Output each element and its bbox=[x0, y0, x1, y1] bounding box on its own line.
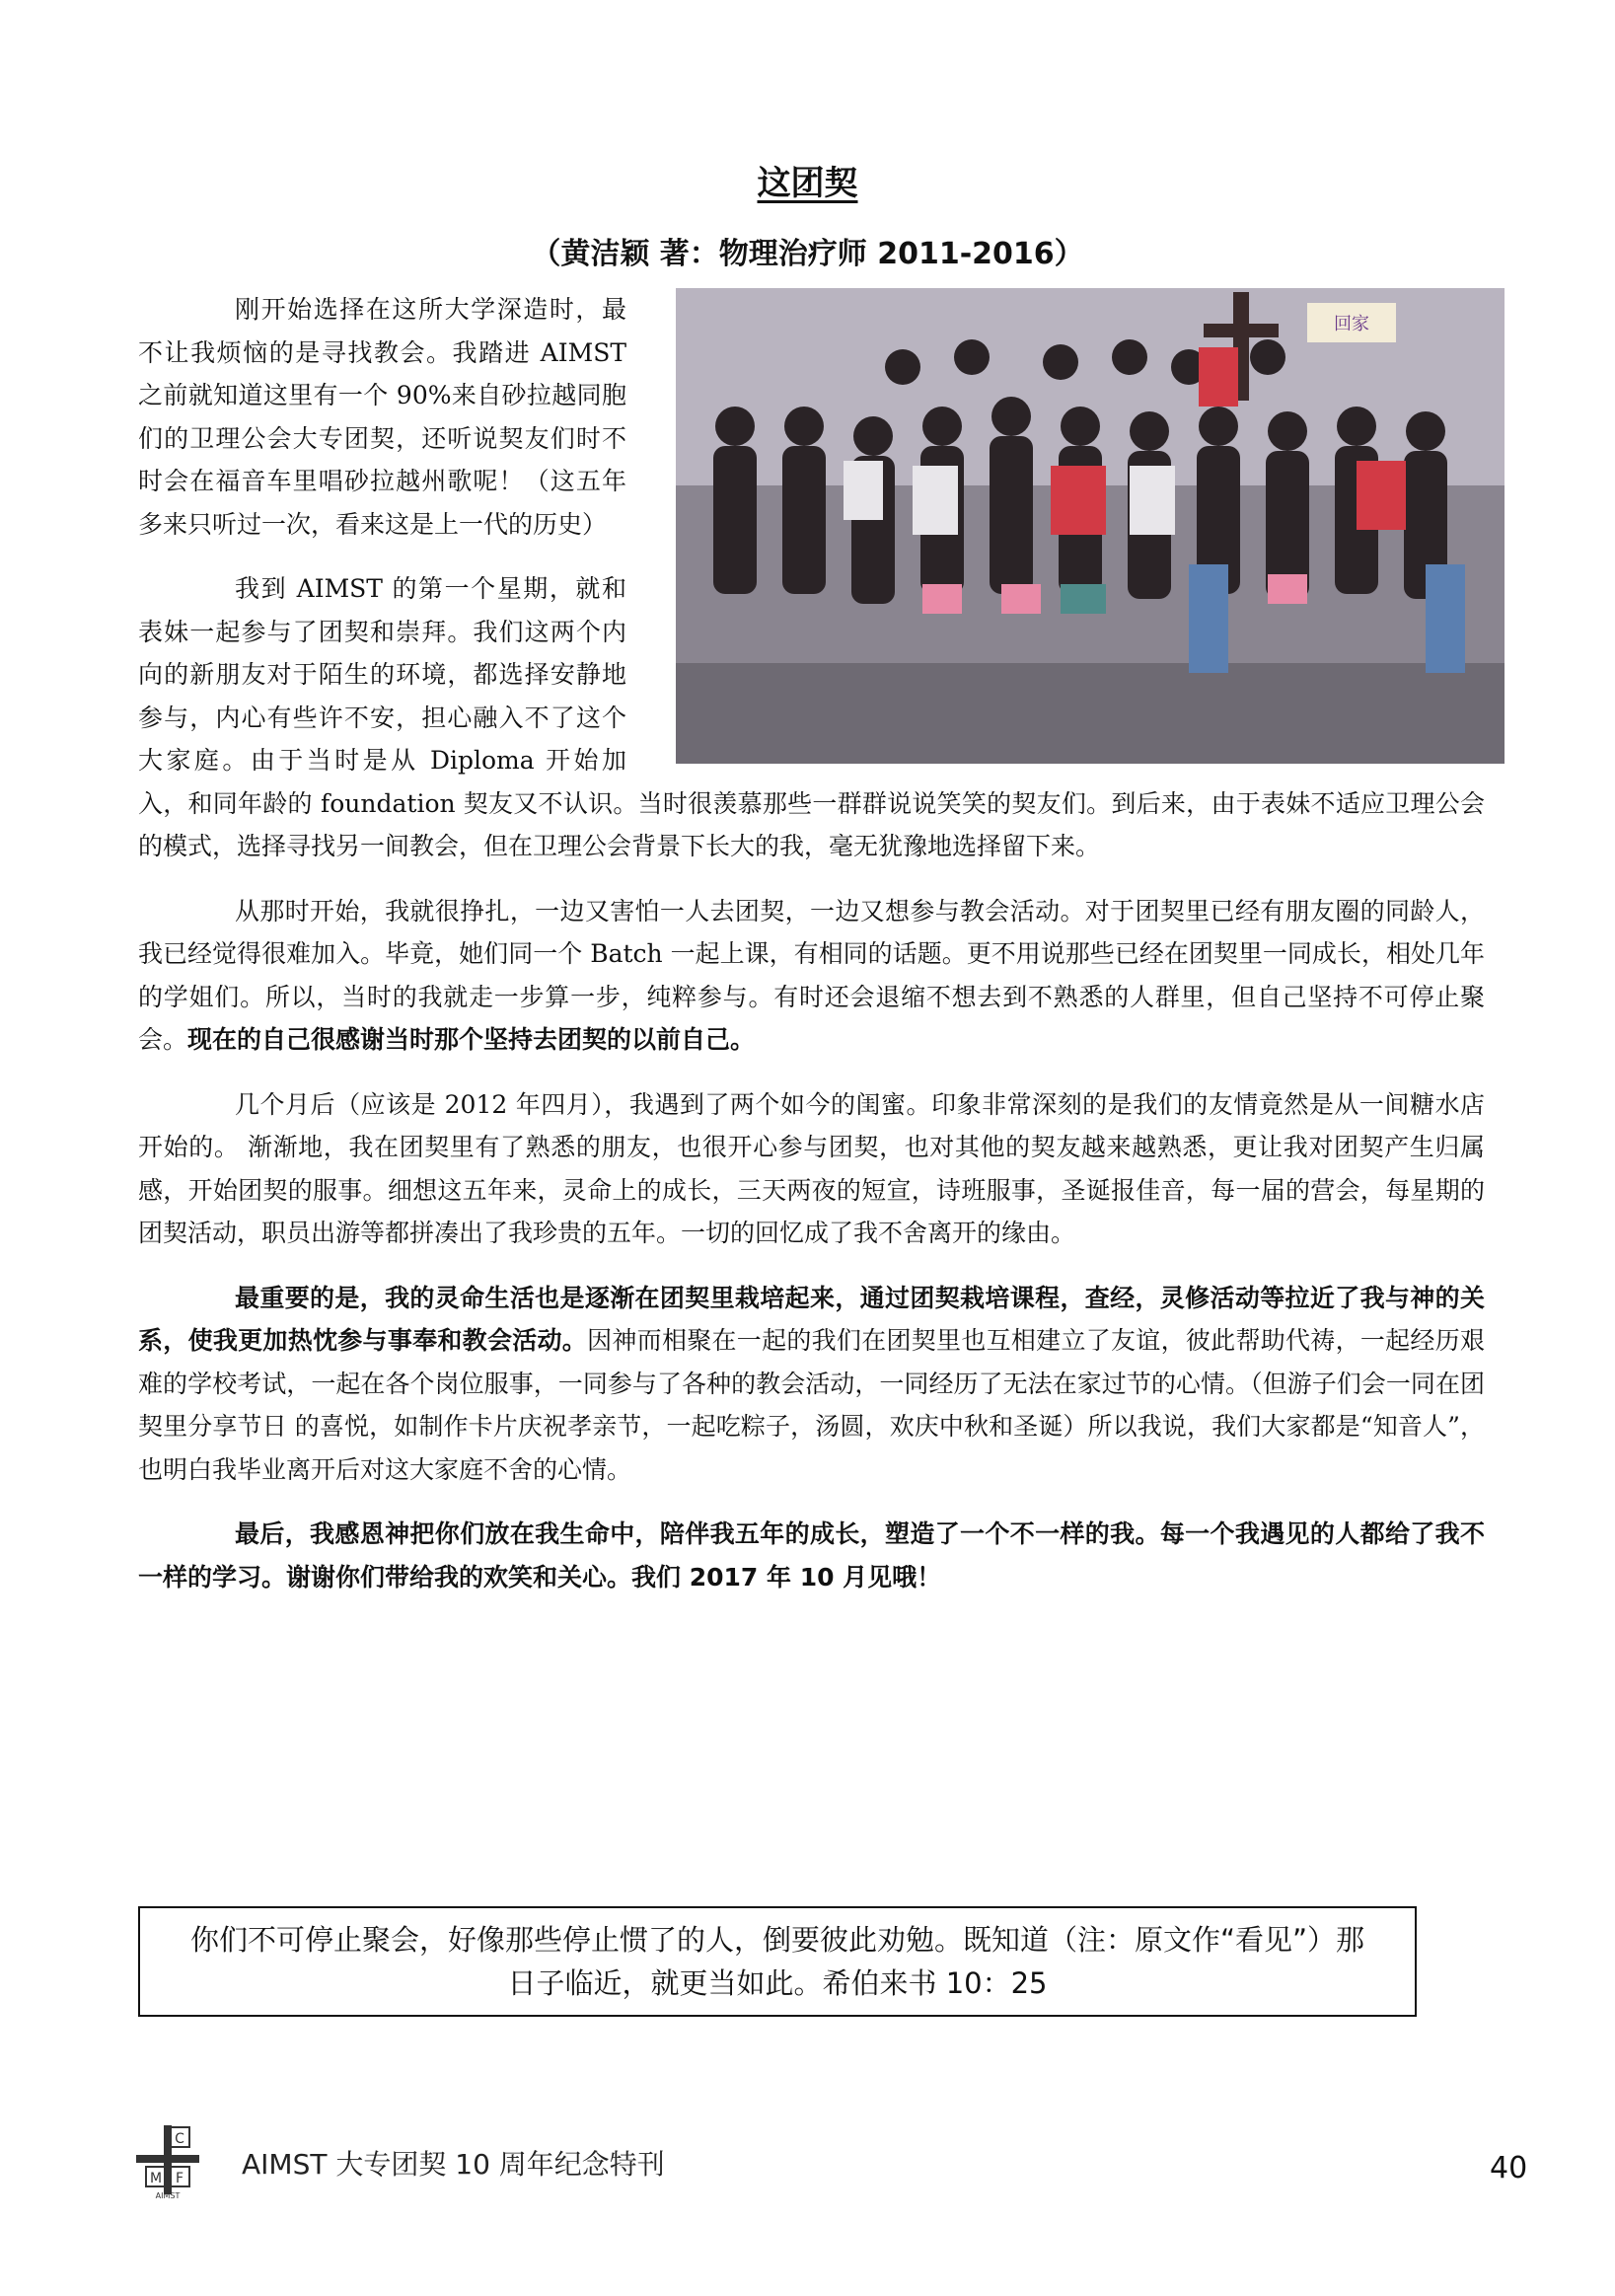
bible-verse: 你们不可停止聚会，好像那些停止惯了的人，倒要彼此劝勉。既知道（注：原文作“看见”）那日子临近，就更当如此。希伯来书 10：25 bbox=[189, 1923, 1365, 2000]
bible-verse-box bbox=[138, 1906, 1417, 2017]
paragraph-3-bold: 现在的自己很感谢当时那个坚持去团契的以前自己。 bbox=[187, 1025, 756, 1054]
publication-name: AIMST 大专团契 10 周年纪念特刊 bbox=[242, 2148, 665, 2181]
paragraph-5-bold: 最重要的是，我的灵命生活也是逐渐在团契里栽培起来，通过团契栽培课程，查经，灵修活动等拉近了我与神的关系，使我更加热忱参与事奉和教会活动。 bbox=[138, 1283, 1485, 1355]
article-byline: （黄洁颖 著：物理治疗师 2011-2016） bbox=[531, 237, 1084, 271]
paragraph-5-text: 因神而相聚在一起的我们在团契里也互相建立了友谊，彼此帮助代祷，一起经历艰难的学校考试，一起在各个岗位服事，一同参与了各种的教会活动，一同经历了无法在家过节的心情。（但游子们会一同在团契里分享节日 的喜悦，如制作卡片庆祝孝亲节，一起吃粽子，汤圆，欢庆中秋和圣诞）所以我说，我们大家都是“知音人”，也明白我毕业离开后对这大家庭不舍的心情。 bbox=[138, 1326, 1485, 1484]
paragraph-6: 最后，我感恩神把你们放在我生命中，陪伴我五年的成长，塑造了一个不一样的我。每一个我遇见的人都给了我不一样的学习。谢谢你们带给我的欢笑和关心。我们 2017 年 10 月见哦！ bbox=[138, 1519, 1485, 1592]
paragraph-5 bbox=[138, 1277, 1485, 1492]
svg-text:AIMST: AIMST bbox=[155, 2191, 181, 2200]
article-title: 这团契 bbox=[757, 164, 858, 203]
paragraph-2: 我到 AIMST 的第一个星期，就和表妹一起参与了团契和崇拜。我们这两个内向的新朋友对于陌生的环境，都选择安静地参与，内心有些许不安，担心融入不了这个大家庭。由于当时是从 Diploma 开始加入，和同年龄的 foundation 契友又不认识。当时很羡慕那些一群群说说笑笑的契友们。到后来，由于表妹不适应卫理公会的模式，选择寻找另一间教会，但在卫理公会背景下长大的我，毫无犹豫地选择留下来。 bbox=[138, 574, 1485, 860]
paragraph-3 bbox=[138, 890, 1485, 1062]
paragraph-1: 刚开始选择在这所大学深造时，最不让我烦恼的是寻找教会。我踏进 AIMST 之前就知道这里有一个 90%来自砂拉越同胞们的卫理公会大专团契，还听说契友们时不时会在福音车里唱砂拉越州歌呢！（这五年多来只听过一次，看来这是上一代的历史） bbox=[138, 295, 626, 539]
article-body bbox=[138, 288, 1485, 1598]
fellowship-logo bbox=[128, 2121, 207, 2200]
svg-text:回家: 回家 bbox=[1334, 314, 1369, 334]
paragraph-4: 几个月后（应该是 2012 年四月），我遇到了两个如今的闺蜜。印象非常深刻的是我们的友情竟然是从一间糖水店开始的。 渐渐地，我在团契里有了熟悉的朋友，也很开心参与团契，也对其他的契友越来越熟悉，更让我对团契产生归属感，开始团契的服事。细想这五年来，灵命上的成长，三天两夜的短宣，诗班服事，圣诞报佳音，每一届的营会，每星期的团契活动，职员出游等都拼凑出了我珍贵的五年。一切的回忆成了我不舍离开的缘由。 bbox=[138, 1089, 1485, 1247]
page-number: 40 bbox=[1490, 2151, 1528, 2185]
svg-text:F: F bbox=[175, 2171, 184, 2186]
paragraph-3-text: 从那时开始，我就很挣扎，一边又害怕一人去团契，一边又想参与教会活动。对于团契里已经有朋友圈的同龄人，我已经觉得很难加入。毕竟，她们同一个 Batch 一起上课，有相同的话题。更不用说那些已经在团契里一同成长，相处几年的学姐们。所以，当时的我就走一步算一步，纯粹参与。有时还会退缩不想去到不熟悉的人群里，但自己坚持不可停止聚会。 bbox=[138, 896, 1485, 1054]
svg-text:M: M bbox=[149, 2171, 163, 2186]
svg-text:C: C bbox=[175, 2131, 184, 2147]
